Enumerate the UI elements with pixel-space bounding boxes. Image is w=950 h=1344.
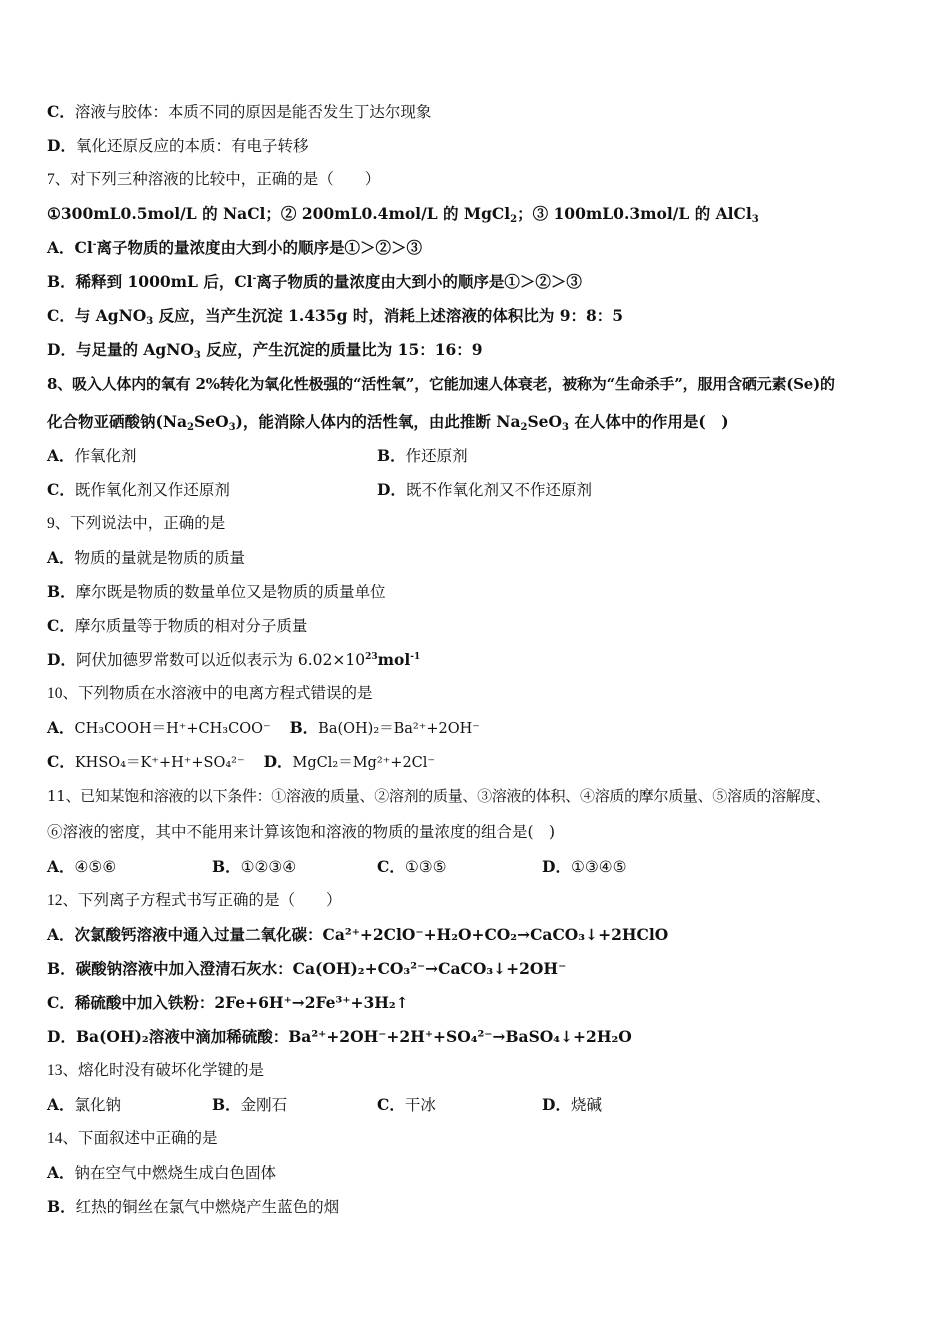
q13-option-b: B．金刚石 <box>212 1095 288 1114</box>
q9-option-d: D．阿伏加德罗常数可以近似表示为 $6.02\times 10^{23}mol^{-1}$ <box>47 650 421 669</box>
q10-options-row2: C．KHSO₄＝K⁺+H⁺+SO₄²⁻ D．MgCl₂＝Mg²⁺+2Cl⁻ <box>47 752 436 771</box>
q6-option-c: C．溶液与胶体：本质不同的原因是能否发生丁达尔现象 <box>47 102 432 121</box>
q9-option-b: B．摩尔既是物质的数量单位又是物质的质量单位 <box>47 582 386 601</box>
q14-option-a: A．钠在空气中燃烧生成白色固体 <box>47 1163 277 1182</box>
q9-stem: 9、下列说法中，正确的是 <box>47 515 226 532</box>
q14-option-b: B．红热的铜丝在氯气中燃烧产生蓝色的烟 <box>47 1197 340 1216</box>
q10-stem: 10、下列物质在水溶液中的电离方程式错误的是 <box>47 685 373 702</box>
q13-stem: 13、熔化时没有破坏化学键的是 <box>47 1062 265 1079</box>
q13-option-c: C．干冰 <box>377 1095 436 1114</box>
q13-option-a: A．氯化钠 <box>47 1095 122 1114</box>
q8-option-a: A．作氧化剂 <box>47 446 137 465</box>
q7-stem: 7、对下列三种溶液的比较中，正确的是（ ） <box>47 171 381 188</box>
q11-option-c: C．①③⑤ <box>377 857 447 876</box>
q8-option-c: C．既作氧化剂又作还原剂 <box>47 480 230 499</box>
q10-option-c-text: KHSO₄＝K⁺+H⁺+SO₄²⁻ <box>74 755 245 771</box>
q11-option-d: D．①③④⑤ <box>542 857 627 876</box>
q8-stem-line1: 8、吸入人体内的氧有 2%转化为氧化性极强的“活性氧”，它能加速人体衰老，被称为“生命杀手”，服用含硒元素(Se)的 <box>47 375 835 393</box>
q10-option-b-text: Ba(OH)₂＝Ba²⁺+2OH⁻ <box>318 721 480 737</box>
q6-option-d: D．氧化还原反应的本质：有电子转移 <box>47 136 309 155</box>
q7-option-d: D．与足量的 AgNO$_3$ 反应，产生沉淀的质量比为 15：16：9 <box>47 340 483 361</box>
q9-option-c: C．摩尔质量等于物质的相对分子质量 <box>47 616 308 635</box>
q8-stem-line2: 化合物亚硒酸钠$(Na_2SeO_3)$，能消除人体内的活性氧，由此推断 $Na_2SeO_3$ 在人体中的作用是( ) <box>47 412 729 433</box>
q9-option-a: A．物质的量就是物质的质量 <box>47 548 246 567</box>
q11-stem-line1: 11、已知某饱和溶液的以下条件：①溶液的质量、②溶剂的质量、③溶液的体积、④溶质的摩尔质量、⑤溶质的溶解度、 <box>47 787 830 805</box>
q12-option-c: C．稀硫酸中加入铁粉：2Fe+6H⁺→2Fe³⁺+3H₂↑ <box>47 993 409 1012</box>
q10-option-a-text: CH₃COOH＝H⁺+CH₃COO⁻ <box>74 721 271 737</box>
q14-stem: 14、下面叙述中正确的是 <box>47 1130 218 1147</box>
q10-option-d-text: MgCl₂＝Mg²⁺+2Cl⁻ <box>292 755 436 771</box>
q7-option-b: B．稀释到 1000mL 后，Cl-离子物质的量浓度由大到小的顺序是①＞②＞③ <box>47 272 582 291</box>
q12-option-b: B．碳酸钠溶液中加入澄清石灰水：Ca(OH)₂+CO₃²⁻→CaCO₃↓+2OH⁻ <box>47 959 567 978</box>
q7-option-a: A．Cl-离子物质的量浓度由大到小的顺序是①＞②＞③ <box>47 238 423 257</box>
q10-options-row1: A．CH₃COOH＝H⁺+CH₃COO⁻ B．Ba(OH)₂＝Ba²⁺+2OH⁻ <box>47 718 480 737</box>
q7-given: ①300mL0.5mol/L 的 NaCl；② 200mL0.4mol/L 的 MgCl$_2$；③ 100mL0.3mol/L 的 AlCl$_3$ <box>47 204 759 225</box>
q12-stem: 12、下列离子方程式书写正确的是（ ） <box>47 892 342 909</box>
q13-option-d: D．烧碱 <box>542 1095 602 1114</box>
q7-option-c: C．与 AgNO$_3$ 反应，当产生沉淀 1.435g 时，消耗上述溶液的体积比为 9：8：5 <box>47 306 624 327</box>
q8-option-b: B．作还原剂 <box>377 446 468 465</box>
q11-stem-line2: ⑥溶液的密度，其中不能用来计算该饱和溶液的物质的量浓度的组合是( ) <box>47 823 556 841</box>
q11-option-b: B．①②③④ <box>212 857 297 876</box>
q8-option-d: D．既不作氧化剂又不作还原剂 <box>377 480 592 499</box>
q11-option-a: A．④⑤⑥ <box>47 857 117 876</box>
q12-option-d: D．Ba(OH)₂溶液中滴加稀硫酸：Ba²⁺+2OH⁻+2H⁺+SO₄²⁻→BaSO₄↓+2H₂O <box>47 1027 632 1046</box>
q12-option-a: A．次氯酸钙溶液中通入过量二氧化碳：Ca²⁺+2ClO⁻+H₂O+CO₂→CaCO₃↓+2HClO <box>47 925 669 944</box>
